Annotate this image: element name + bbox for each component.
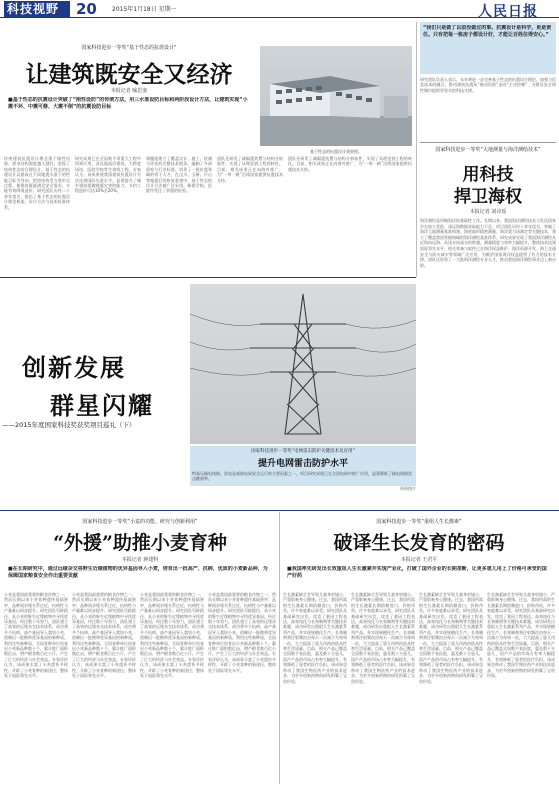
article-kicker: 国家科技进步一等奖“小麦的功能、研究与创新利用” [82,519,198,525]
article-lead: ■在长期研究中，通过远缘杂交将野生近缘植物的优异基因导入小麦，培育出一批高产、抗病、优质的小麦新品种，为保障国家粮食安全作出重要贡献 [8,566,268,579]
column-divider [416,22,417,277]
page-number: 20 [76,0,97,18]
quote-text: “我们只是做了以前没做过的事。抗震设计是科学，更是责任。只有把每一栋房子都设计好，才能让百姓住得安心。” [423,25,552,38]
body-column-3: 课题组建立了覆盖设计、施工、检测与评估的完整技术链条，编制了多部国家与行业标准，培养了一批抗震领域的骨干人才。在汶川、玉树、芦山等地震后的恢复重建中，基于性态的设计方法被广泛采用，新建学校、医院经受住了余震的检验。 [146,156,212,194]
banner-title-line2: 群星闪耀 [50,391,154,420]
date-line: 2015年1月18日 星期一 [112,6,177,13]
body-column-2: 生长激素缺乏会导致儿童身材矮小，严重影响身心健康。过去，我国所需的生长激素长期依赖进口，价格昂贵，许多家庭难以承受。研究团队从基础研究出发，攻克了基因工程表达、高效纯化与长效制剂等关键技术难题，成功研发出重组人生长激素系列产品，并实现规模化生产。长效制剂将注射频次由每天一次减少为每周一次，大大提高了患儿用药的依从性和生活质量。目前，相关产品已覆盖全国数千家医院，惠及数十万患儿，国产产品的市场占有率大幅提升，有效降低了患者的医疗负担。该成果也带动了我国生物医药产业的技术进步，为更多创新药物的研发积累了宝贵经验。 [351,592,415,684]
body-column-3: 小麦是我国最重要的粮食作物之一，然而长期以来小麦育种遗传基础狭窄，品种间亲缘关系过近，抗病性与产量难以同步提升。研究团队另辟蹊径，从小麦的野生近缘植物中寻找优异基因。经过数十年努力，团队建立了高效的远缘杂交技术体系，成功将多个抗病、高产基因导入栽培小麦，创制出一批携带优异基因的新种质。利用这些新种质，全国育种单位培育出小麦新品种数十个，累计推广面积数亿亩，增产粮食数百亿公斤，产生了巨大的经济与社会效益。专家评价认为，该成果丰富了小麦遗传多样性，开辟了小麦育种的新途径，整体处于国际领先水平。 [140,592,204,679]
column-divider [279,512,280,784]
photo-caption-box [190,446,416,486]
article-kicker: 国家科技进步一等奖“基于性态的抗震设计” [81,45,177,51]
body-column-4: 小麦是我国最重要的粮食作物之一，然而长期以来小麦育种遗传基础狭窄，品种间亲缘关系过近，抗病性与产量难以同步提升。研究团队另辟蹊径，从小麦的野生近缘植物中寻找优异基因。经过数十年努力，团队建立了高效的远缘杂交技术体系，成功将多个抗病、高产基因导入栽培小麦，创制出一批携带优异基因的新种质。利用这些新种质，全国育种单位培育出小麦新品种数十个，累计推广面积数亿亩，增产粮食数百亿公斤，产生了巨大的经济与社会效益。专家评价认为，该成果丰富了小麦遗传多样性，开辟了小麦育种的新途径，整体处于国际领先水平。 [208,592,276,673]
article-kicker: 国家科技进步一等奖“大地测量与海洋测绘技术” [435,147,541,153]
article-byline: 本报记者 喻思娈 [110,88,148,94]
photo-caption: 特高压输电线路。雷电是威胁电网安全运行的主要因素之一，项目研究成果已在全国电网中推广应用，显著降低了输电线路雷击跳闸率。 [192,471,412,481]
article-headline: 让建筑既安全又经济 [25,61,233,88]
body-column-3: 生长激素缺乏会导致儿童身材矮小，严重影响身心健康。过去，我国所需的生长激素长期依赖进口，价格昂贵，许多家庭难以承受。研究团队从基础研究出发，攻克了基因工程表达、高效纯化与长效制剂等关键技术难题，成功研发出重组人生长激素系列产品，并实现规模化生产。长效制剂将注射频次由每天一次减少为每周一次，大大提高了患儿用药的依从性和生活质量。目前，相关产品已覆盖全国数千家医院，惠及数十万患儿，国产产品的市场占有率大幅提升，有效降低了患者的医疗负担。该成果也带动了我国生物医药产业的技术进步，为更多创新药物的研发积累了宝贵经验。 [419,592,483,684]
section-rule [0,277,416,278]
quote-body: 研究团队负责人表示，未来将进一步完善基于性态的抗震设计理论，加强与信息技术的融合，推动建筑抗震从“被动设防”走向“主动控制”，为建设安全韧性城市提供更坚实的科技支撑。 [420,77,556,93]
article-headline: 提升电网雷击防护水平 [257,459,348,469]
masthead [0,0,559,18]
divider [420,142,556,143]
body-column-5: 团队还研发了减隔震装置与结构分析软件，实现了从理论到工程的转化。目前，相关成果正在向海外推广，为“一带一路”沿线国家提供抗震技术支持。 [288,156,412,172]
section-rule [0,510,559,511]
building-photo-image [260,46,412,146]
photo-caption: 基于性态的抗震设计效果图。 [310,149,362,154]
article-body: 海洋测绘是经略海洋的基础性工作。长期以来，我国海洋测绘技术与发达国家存在较大差距，深远海数据获取能力不足。项目团队历经十余年攻关，突破了海洋大地测量基准构建、海底地形精密测量、海洋重力场测定等关键技术，建立了覆盖我国管辖海域的海洋测绘基准体系。研究成果实现了我国海洋测绘从近海向远海、从浅水向深水的跨越，测量精度与效率大幅提升，整体技术达到国际领先水平。相关装备与软件已在海洋权益维护、海洋资源开发、海上交通安全与防灾减灾等领域广泛应用，为维护国家海洋权益提供了有力的技术支撑。团队还培养了一大批海洋测绘专业人才，推动我国海洋测绘事业迈上新台阶。 [420,218,556,268]
body-column-1: 小麦是我国最重要的粮食作物之一，然而长期以来小麦育种遗传基础狭窄，品种间亲缘关系过近，抗病性与产量难以同步提升。研究团队另辟蹊径，从小麦的野生近缘植物中寻找优异基因。经过数十年努力，团队建立了高效的远缘杂交技术体系，成功将多个抗病、高产基因导入栽培小麦，创制出一批携带优异基因的新种质。利用这些新种质，全国育种单位培育出小麦新品种数十个，累计推广面积数亿亩，增产粮食数百亿公斤，产生了巨大的经济与社会效益。专家评价认为，该成果丰富了小麦遗传多样性，开辟了小麦育种的新途径，整体处于国际领先水平。 [4,592,68,679]
power-grid-photo [190,284,416,444]
article-lead: ■我国率先研发出长效重组人生长激素并实现产业化，打破了国外企业的长期垄断，让更多患儿用上了价格可承受的国产好药 [287,566,547,579]
body-column-4: 团队还研发了减隔震装置与结构分析软件，实现了从理论到工程的转化。目前，相关成果正在向海外推广，为“一带一路”沿线国家提供抗震技术支持。 [217,156,283,183]
body-column-4: 生长激素缺乏会导致儿童身材矮小，严重影响身心健康。过去，我国所需的生长激素长期依赖进口，价格昂贵，许多家庭难以承受。研究团队从基础研究出发，攻克了基因工程表达、高效纯化与长效制剂等关键技术难题，成功研发出重组人生长激素系列产品，并实现规模化生产。长效制剂将注射频次由每天一次减少为每周一次，大大提高了患儿用药的依从性和生活质量。目前，相关产品已覆盖全国数千家医院，惠及数十万患儿，国产产品的市场占有率大幅提升，有效降低了患者的医疗负担。该成果也带动了我国生物医药产业的技术进步，为更多创新药物的研发积累了宝贵经验。 [487,592,555,679]
article-kicker: 国家科技进步一等奖“重组人生长激素” [376,519,462,525]
article-byline: 本报记者 王君平 [400,557,438,563]
article-lead: ■基于性态的抗震设计突破了“刚性设防”的传统方法，用三水准设防目标和两阶段设计方法，让建筑实现“小震不坏、中震可修、大震不倒”的抗震设防目标 [8,97,248,110]
article-headline-line1: 用科技 [462,165,514,185]
body-column-2: 研究成果已在全国数千项重大工程中得到应用，涉及超高层建筑、大跨度场馆、医院学校等生命线工程。专家认为，该成果使我国建筑抗震设计方法达到国际先进水平，显著提升了城乡建筑抵御地震灾害的能力，节约工程造价可达10%至20%。 [75,156,141,194]
transmission-tower-image [190,284,416,444]
building-photo [260,46,412,146]
photo-credit: 资料图片 [400,486,416,491]
body-column-1: 传统建筑抗震设计理念重于刚性设防，要求结构强度越大越好，忽视了结构性态的合理设计。基于性态的抗震设计以建筑在不同地震水准下的性能目标为导向，把控结构受力变形全过程，使建筑既能满足安全需求，又能有效降低造价。研究团队历经二十余年攻关，提出了基于性态的抗震设计理论框架、设计方法与技术标准体系。 [4,156,70,210]
newspaper-logo: 人民日报 [478,4,538,20]
section-name: 科技视野 [4,1,70,17]
article-headline: 破译生长发育的密码 [333,532,505,554]
body-column-1: 生长激素缺乏会导致儿童身材矮小，严重影响身心健康。过去，我国所需的生长激素长期依赖进口，价格昂贵，许多家庭难以承受。研究团队从基础研究出发，攻克了基因工程表达、高效纯化与长效制剂等关键技术难题，成功研发出重组人生长激素系列产品，并实现规模化生产。长效制剂将注射频次由每天一次减少为每周一次，大大提高了患儿用药的依从性和生活质量。目前，相关产品已覆盖全国数千家医院，惠及数十万患儿，国产产品的市场占有率大幅提升，有效降低了患者的医疗负担。该成果也带动了我国生物医药产业的技术进步，为更多创新药物的研发积累了宝贵经验。 [283,592,347,684]
article-headline-line2: 捍卫海权 [454,187,522,207]
article-headline: “外援”助推小麦育种 [53,532,227,554]
body-column-2: 小麦是我国最重要的粮食作物之一，然而长期以来小麦育种遗传基础狭窄，品种间亲缘关系过近，抗病性与产量难以同步提升。研究团队另辟蹊径，从小麦的野生近缘植物中寻找优异基因。经过数十年努力，团队建立了高效的远缘杂交技术体系，成功将多个抗病、高产基因导入栽培小麦，创制出一批携带优异基因的新种质。利用这些新种质，全国育种单位培育出小麦新品种数十个，累计推广面积数亿亩，增产粮食数百亿公斤，产生了巨大的经济与社会效益。专家评价认为，该成果丰富了小麦遗传多样性，开辟了小麦育种的新途径，整体处于国际领先水平。 [72,592,136,679]
article-byline: 本报记者 刘诗瑶 [469,209,507,215]
article-building-seismic [4,22,414,274]
quote-box [420,22,556,74]
banner-subtitle: ——2015年度国家科技奖获奖项目巡礼（下） [2,421,136,429]
article-byline: 本报记者 蒋建科 [121,557,159,563]
banner-title-line1: 创新发展 [22,353,126,382]
article-kicker: 国家科技进步一等奖“电网雷击防护关键技术及应用” [251,449,355,454]
